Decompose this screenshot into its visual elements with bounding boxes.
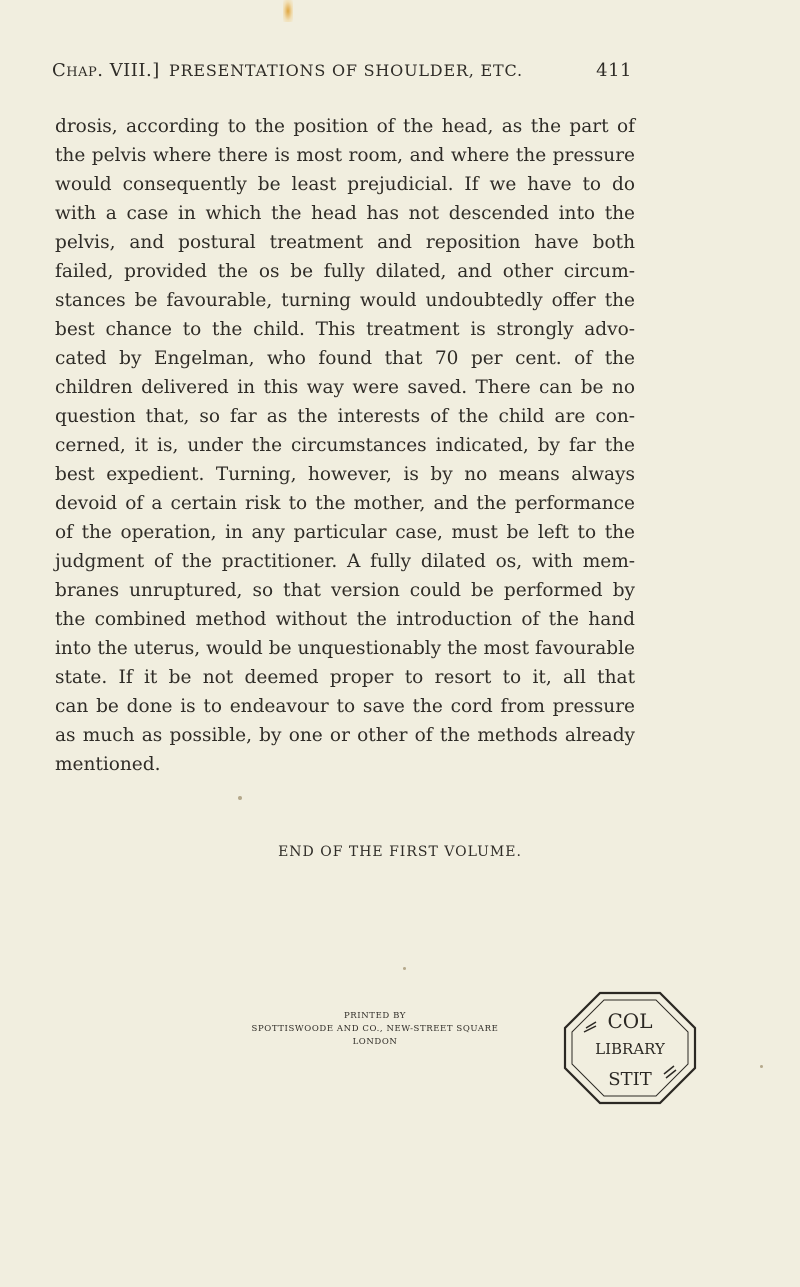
stamp-center-text: LIBRARY [595,1040,665,1058]
text-line: question that, so far as the interests of the child are con- [55,406,635,427]
text-line: mentioned. [55,754,161,775]
text-line: with a case in which the head has not descended into the [55,203,635,224]
text-line: cerned, it is, under the circumstances indicated, by far the [55,435,635,456]
stamp-flourish-right [664,1066,676,1078]
body-paragraph [55,112,635,779]
chapter-label: Chap. VIII.] [52,60,160,81]
text-line: cated by Engelman, who found that 70 per cent. of the [55,348,635,369]
text-line: judgment of the practitioner. A fully dilated os, with mem- [55,551,635,572]
imprint-line: LONDON [352,1037,398,1047]
paper-stain [283,0,293,22]
text-line: the combined method without the introduction of the hand [55,609,635,630]
text-line: best chance to the child. This treatment is strongly advo- [55,319,635,340]
paper-speck [403,967,406,970]
text-line: stances be favourable, turning would undoubtedly offer the [55,290,635,311]
text-line: into the uterus, would be unquestionably the most favourable [55,638,635,659]
text-line: the pelvis where there is most room, and where the pressure [55,145,635,166]
text-line: best expedient. Turning, however, is by no means always [55,464,635,485]
text-line: of the operation, in any particular case, must be left to the [55,522,635,543]
printer-imprint [225,1010,525,1049]
library-stamp [560,988,700,1108]
imprint-line: SPOTTISWOODE AND CO., NEW-STREET SQUARE [251,1024,499,1034]
running-title: PRESENTATIONS OF SHOULDER, ETC. [169,61,523,80]
running-header [52,60,632,86]
text-line: as much as possible, by one or other of the methods already [55,725,635,746]
text-line: can be done is to endeavour to save the cord from pressure [55,696,635,717]
text-line: children delivered in this way were saved. There can be no [55,377,635,398]
stamp-top-text: COL [607,1009,653,1033]
stamp-bottom-text: STIT [608,1069,652,1090]
text-line: drosis, according to the position of the head, as the part of [55,116,635,137]
paper-speck [238,796,242,800]
imprint-line: PRINTED BY [343,1011,406,1021]
text-line: would consequently be least prejudicial. If we have to do [55,174,635,195]
stamp-flourish-left [584,1022,596,1032]
paper-speck [760,1065,763,1068]
text-line: state. If it be not deemed proper to resort to it, all that [55,667,635,688]
text-line: pelvis, and postural treatment and reposition have both [55,232,635,253]
end-of-volume-note: END OF THE FIRST VOLUME. [278,844,522,860]
text-line: failed, provided the os be fully dilated, and other circum- [55,261,635,282]
text-line: devoid of a certain risk to the mother, and the performance [55,493,635,514]
page-number: 411 [596,60,632,81]
text-line: branes unruptured, so that version could be performed by [55,580,635,601]
